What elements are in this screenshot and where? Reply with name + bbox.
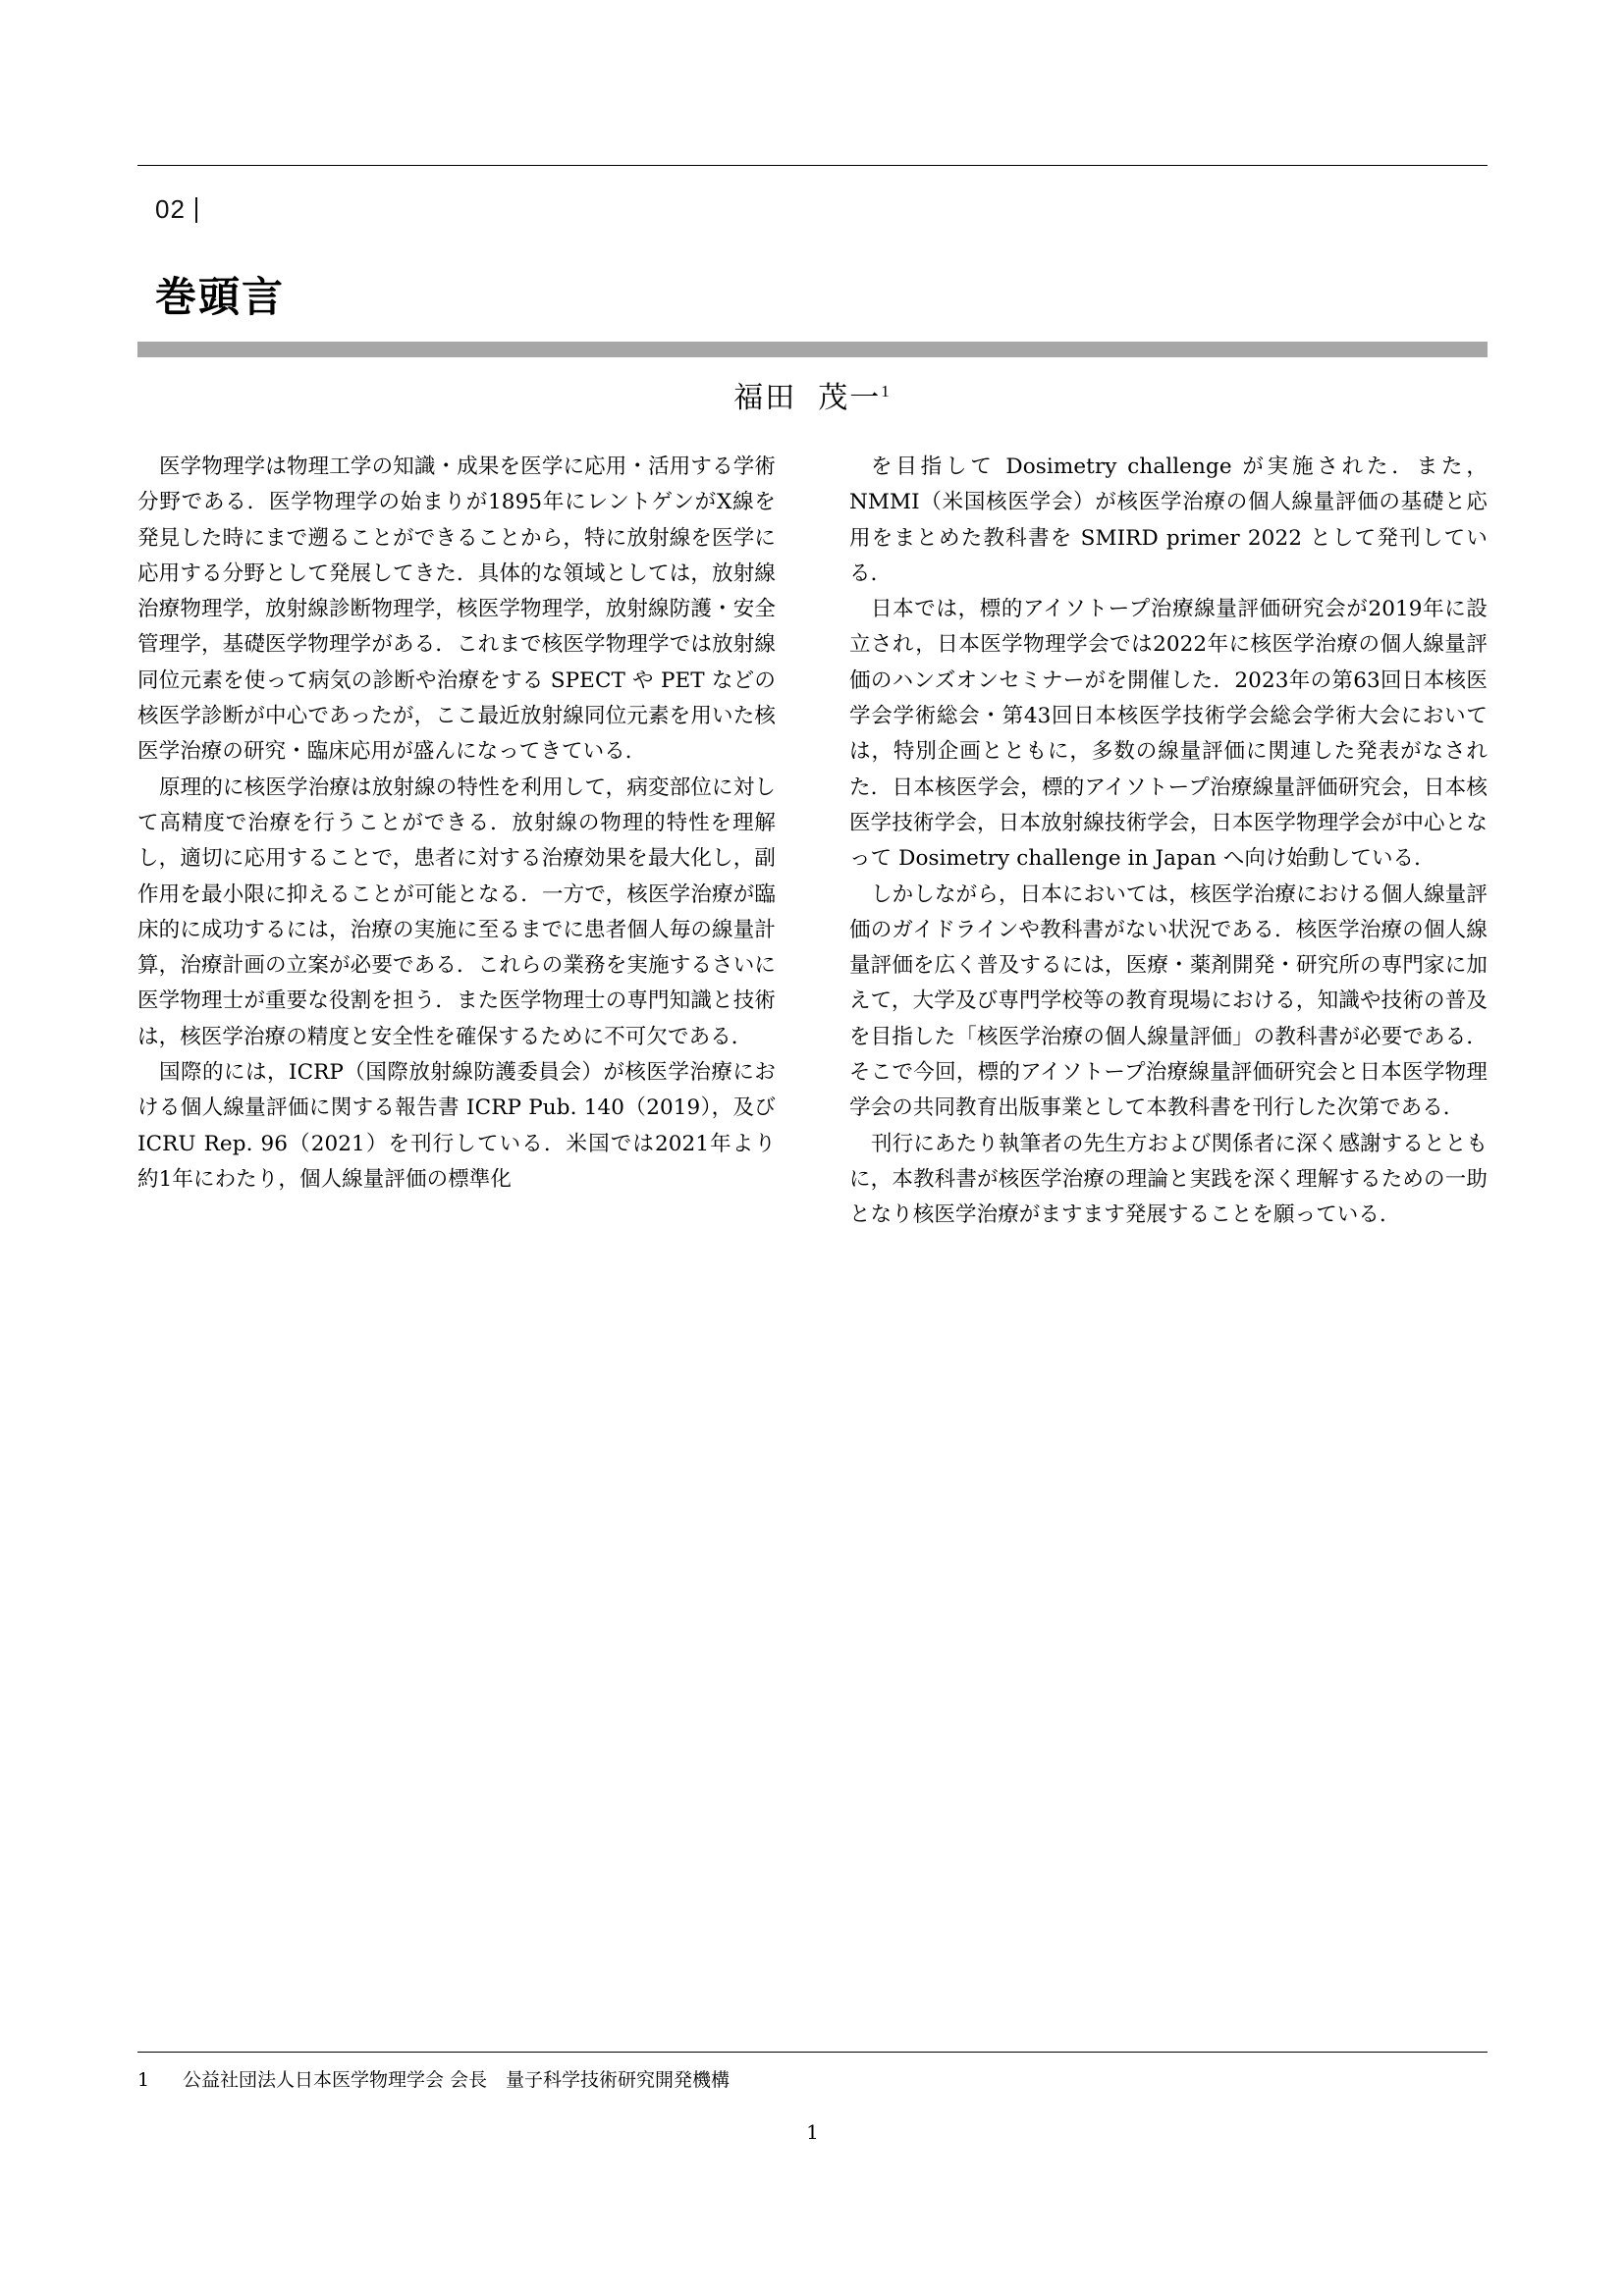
header-rule xyxy=(137,165,1488,166)
paragraph: しかしながら，日本においては，核医学治療における個人線量評価のガイドラインや教科書がない状況である．核医学治療の個人線量評価を広く普及するには，医療・薬剤開発・研究所の専門家に加えて，大学及び専門学校等の教育現場における，知識や技術の普及を目指した「核医学治療の個人線量評価」の教科書が必要である．そこで今回，標的アイソトープ治療線量評価研究会と日本医学物理学会の共同教育出版事業として本教科書を刊行した次第である． xyxy=(849,881,1488,1121)
footnote-rule xyxy=(137,2052,1488,2053)
page-folio: 1 xyxy=(806,2120,819,2144)
author-line xyxy=(137,373,1488,416)
page-number-block xyxy=(155,194,197,225)
left-column xyxy=(137,450,776,1198)
author-footnote-marker: 1 xyxy=(881,382,892,400)
right-column xyxy=(849,450,1488,1234)
page-number-divider xyxy=(195,197,197,223)
title-band xyxy=(137,342,1488,357)
author-family-name: 福田 xyxy=(733,381,797,415)
paragraph: 医学物理学は物理工学の知識・成果を医学に応用・活用する学術分野である．医学物理学の始まりが1895年にレントゲンがX線を発見した時にまで遡ることができることから，特に放射線を医学に応用する分野として発展してきた．具体的な領域としては，放射線治療物理学，放射線診断物理学，核医学物理学，放射線防護・安全管理学，基礎医学物理学がある．これまで核医学物理学では放射線同位元素を使って病気の診断や治療をする SPECT や PET などの核医学診断が中心であったが，ここ最近放射線同位元素を用いた核医学治療の研究・臨床応用が盛んになってきている． xyxy=(137,454,776,765)
paragraph: 国際的には，ICRP（国際放射線防護委員会）が核医学治療における個人線量評価に関する報告書 ICRP Pub. 140（2019），及び ICRU Rep. 96（2021）を刊行している．米国では2021年より約1年にわたり，個人線量評価の標準化 xyxy=(137,1060,776,1192)
paragraph: 原理的に核医学治療は放射線の特性を利用して，病変部位に対して高精度で治療を行うことができる．放射線の物理的特性を理解し，適切に応用することで，患者に対する治療効果を最大化し，副作用を最小限に抑えることが可能となる．一方で，核医学治療が臨床的に成功するには，治療の実施に至るまでに患者個人毎の線量計算，治療計画の立案が必要である．これらの業務を実施するさいに医学物理士が重要な役割を担う．また医学物理士の専門知識と技術は，核医学治療の精度と安全性を確保するために不可欠である． xyxy=(137,774,776,1049)
paragraph: 日本では，標的アイソトープ治療線量評価研究会が2019年に設立され，日本医学物理学会では2022年に核医学治療の個人線量評価のハンズオンセミナーがを開催した．2023年の第63回日本核医学会学術総会・第43回日本核医学技術学会総会学術大会においては，特別企画とともに，多数の線量評価に関連した発表がなされた．日本核医学会，標的アイソトープ治療線量評価研究会，日本核医学技術学会，日本放射線技術学会，日本医学物理学会が中心となって Dosimetry challenge in Japan へ向け始動している． xyxy=(849,597,1488,872)
page-number-label: 02 xyxy=(155,194,186,224)
footnote xyxy=(137,2065,1488,2092)
paragraph: 刊行にあたり執筆者の先生方および関係者に深く感謝するとともに，本教科書が核医学治療の理論と実践を深く理解するための一助となり核医学治療がますます発展することを願っている． xyxy=(849,1131,1488,1228)
paragraph: を目指して Dosimetry challenge が実施された．また，NMMI（米国核医学会）が核医学治療の個人線量評価の基礎と応用をまとめた教科書を SMIRD primer 2022 として発刊している． xyxy=(849,454,1488,586)
author-given-name: 茂一 xyxy=(818,381,882,415)
footnote-number: 1 xyxy=(137,2069,150,2091)
footnote-text: 公益社団法人日本医学物理学会 会長 量子科学技術研究開発機構 xyxy=(183,2069,731,2091)
page-title: 巻頭言 xyxy=(155,273,286,321)
